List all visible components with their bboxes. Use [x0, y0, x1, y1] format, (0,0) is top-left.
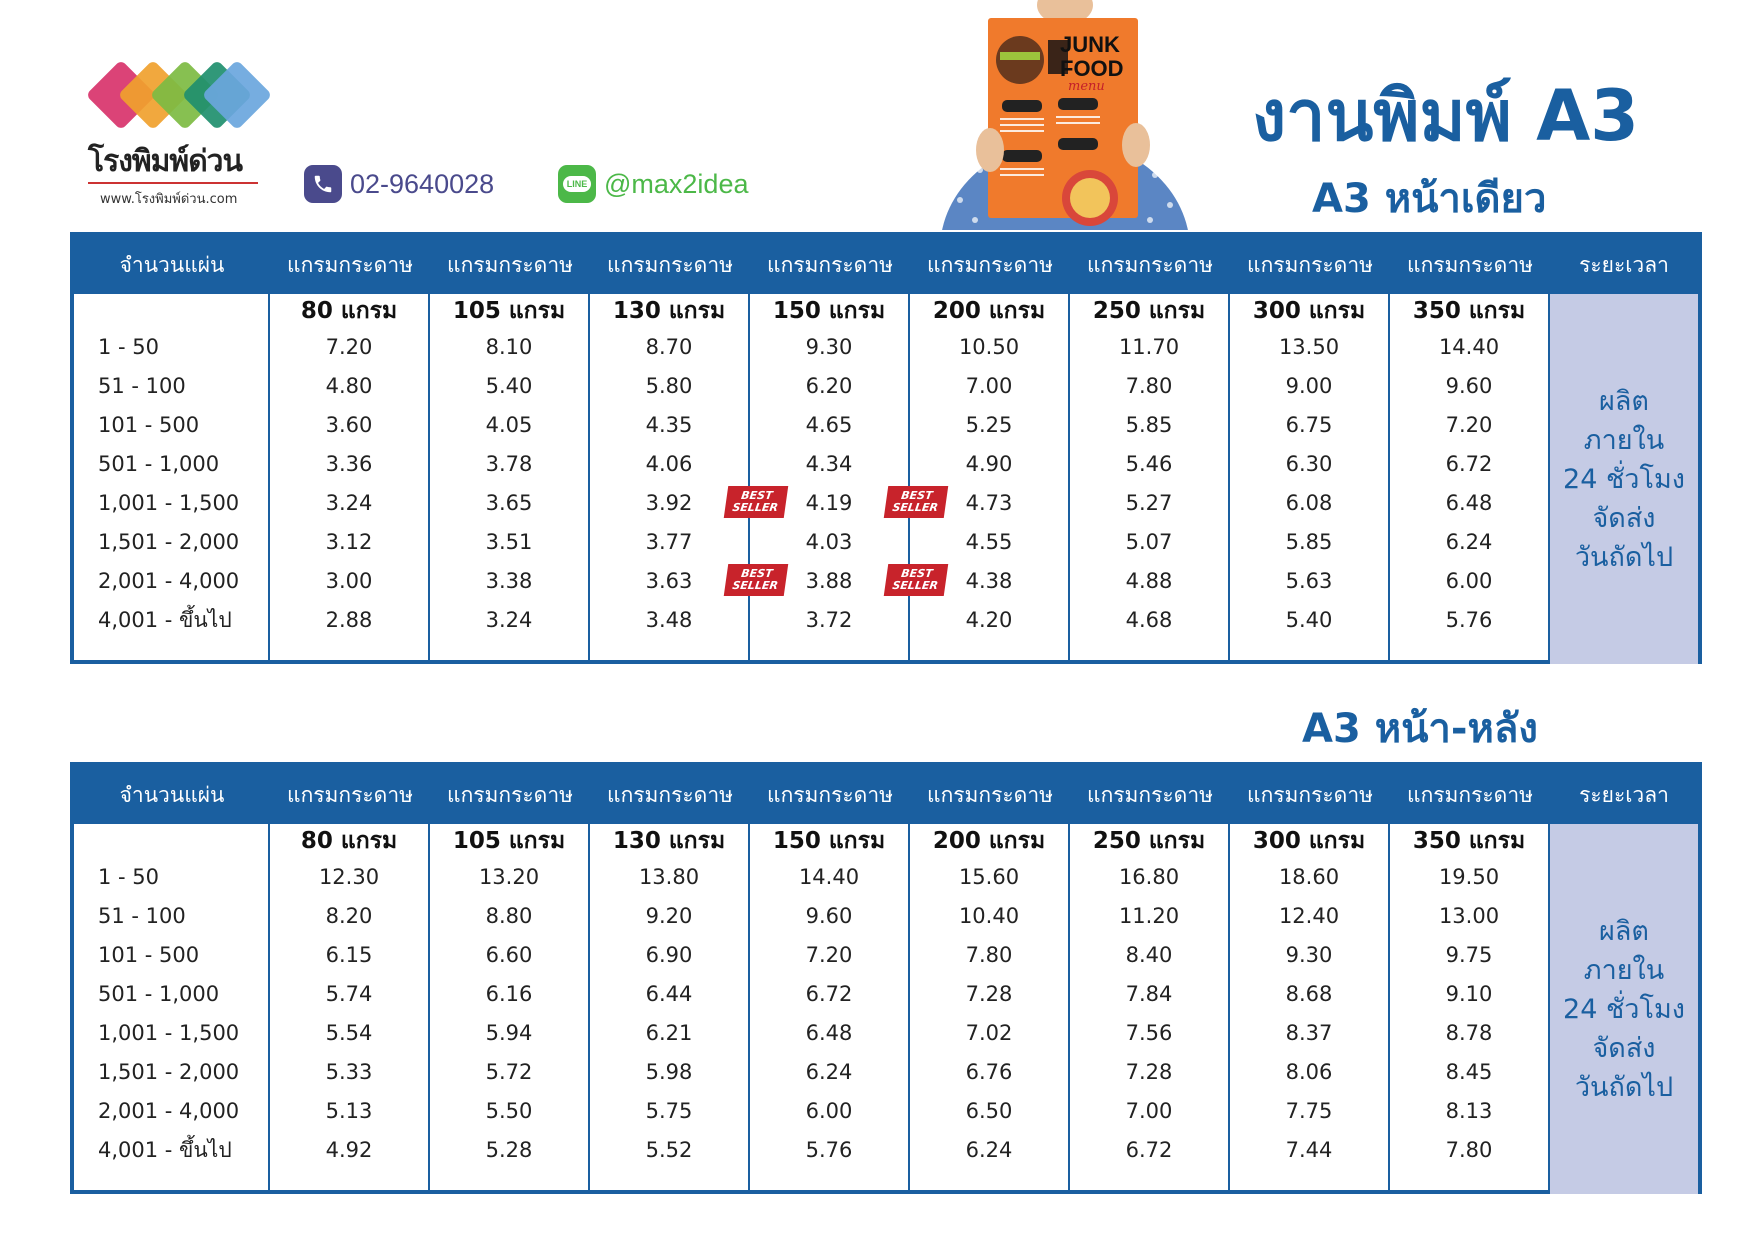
header-paper-weight: แกรมกระดาษ: [607, 782, 733, 807]
best-seller-badge: [884, 564, 948, 596]
price-cell: 5.80: [645, 374, 693, 398]
brand-logo: [86, 60, 266, 207]
price-cell: 6.30: [1285, 452, 1333, 476]
price-cell: 9.10: [1445, 982, 1493, 1006]
header-paper-weight: แกรมกระดาษ: [1247, 252, 1373, 277]
price-cell: 13.50: [1278, 335, 1340, 359]
single-sided-price-table: [70, 232, 1702, 664]
logo-diamonds-icon: [86, 60, 266, 140]
price-cell: 3.38: [485, 569, 533, 593]
price-column: [1390, 824, 1550, 1194]
price-column: [750, 294, 939, 664]
price-cell: 3.92 BEST SELLER: [590, 484, 748, 523]
price-cell: 9.20: [645, 904, 693, 928]
price-cell: 7.84: [1125, 982, 1173, 1006]
price-cell: 3.77: [645, 530, 693, 554]
price-cell: 5.76: [1445, 608, 1493, 632]
header-paper-weight: แกรมกระดาษ: [927, 252, 1053, 277]
price-cell: 6.00: [805, 1099, 853, 1123]
price-cell: 7.20: [805, 943, 853, 967]
price-column: [270, 824, 430, 1194]
price-cell: 5.54: [325, 1021, 373, 1045]
lead-time-line: วันถัดไป: [1574, 1071, 1674, 1103]
best-seller-line1: BEST: [740, 567, 774, 580]
price-cell: 3.51: [485, 530, 533, 554]
gram-weight-label: 350 แกรม: [1412, 298, 1526, 324]
price-cell: 3.65: [485, 491, 533, 515]
price-column: [430, 824, 590, 1194]
table-body: [74, 824, 1698, 1194]
junk-food-menu-photo: [940, 0, 1190, 230]
quantity-range: 51 - 100: [98, 904, 186, 928]
price-cell: 6.00: [1445, 569, 1493, 593]
price-cell: 6.60: [485, 943, 533, 967]
price-cell: 8.37: [1285, 1021, 1333, 1045]
brand-url: www.โรงพิมพ์ด่วน.com: [100, 192, 238, 207]
phone-icon: [304, 165, 342, 203]
best-seller-line2: SELLER: [731, 501, 779, 514]
menu-title-food: FOOD: [1060, 56, 1124, 81]
quantity-range: 1,001 - 1,500: [98, 1021, 240, 1045]
price-cell: 5.85: [1285, 530, 1333, 554]
price-cell: 13.20: [478, 865, 540, 889]
price-cell: 5.13: [325, 1099, 373, 1123]
menu-title-menu: menu: [1068, 79, 1105, 94]
price-cell: 5.74: [325, 982, 373, 1006]
price-cell: 9.60: [805, 904, 853, 928]
price-cell: 8.45: [1445, 1060, 1493, 1084]
price-column: [590, 294, 779, 664]
gram-weight-label: 130 แกรม: [612, 298, 726, 324]
lead-time-note: [1563, 912, 1685, 1107]
price-cell: 6.24: [1445, 530, 1493, 554]
price-cell: 4.05: [485, 413, 533, 437]
price-cell: 8.68: [1285, 982, 1333, 1006]
price-cell: 13.80: [638, 865, 700, 889]
price-cell: 5.52: [645, 1138, 693, 1162]
best-seller-badge: [724, 486, 788, 518]
price-cell: 7.80: [1125, 374, 1173, 398]
price-cell: 4.34: [805, 452, 853, 476]
phone-contact[interactable]: [304, 165, 494, 203]
price-cell: 5.28: [485, 1138, 533, 1162]
quantity-range: 1,001 - 1,500: [98, 491, 240, 515]
price-cell: 9.30: [805, 335, 853, 359]
quantity-range: 501 - 1,000: [98, 452, 220, 476]
price-cell: 13.00: [1438, 904, 1500, 928]
header-paper-weight: แกรมกระดาษ: [447, 252, 573, 277]
lead-time-line: ภายใน: [1583, 424, 1665, 456]
price-cell: 5.50: [485, 1099, 533, 1123]
price-cell: 6.24: [965, 1138, 1013, 1162]
price-cell: 5.85: [1125, 413, 1173, 437]
header-paper-weight: แกรมกระดาษ: [1407, 252, 1533, 277]
price-cell: 5.46: [1125, 452, 1173, 476]
price-cell: 18.60: [1278, 865, 1340, 889]
price-cell: 9.75: [1445, 943, 1493, 967]
price-cell: 4.80: [325, 374, 373, 398]
price-cell: 4.20: [965, 608, 1013, 632]
header-paper-weight: แกรมกระดาษ: [607, 252, 733, 277]
lead-time-line: จัดส่ง: [1592, 1032, 1656, 1064]
best-seller-line2: SELLER: [891, 579, 939, 592]
price-cell: 16.80: [1118, 865, 1180, 889]
price-cell: 8.06: [1285, 1060, 1333, 1084]
price-cell: 5.40: [485, 374, 533, 398]
price-cell: 12.40: [1278, 904, 1340, 928]
price-cell: 6.24: [805, 1060, 853, 1084]
double-sided-title: A3 หน้า-หลัง: [1302, 706, 1538, 752]
price-cell: 5.27: [1125, 491, 1173, 515]
price-cell: 19.50: [1438, 865, 1500, 889]
price-cell: 2.88: [325, 608, 373, 632]
quantity-range: 501 - 1,000: [98, 982, 220, 1006]
table-header-row: [74, 236, 1698, 294]
price-cell: 4.35: [645, 413, 693, 437]
gram-weight-label: 200 แกรม: [932, 828, 1046, 854]
price-cell: 8.10: [485, 335, 533, 359]
gram-weight-label: 250 แกรม: [1092, 298, 1206, 324]
best-seller-line1: BEST: [900, 489, 934, 502]
price-cell: 6.08: [1285, 491, 1333, 515]
best-seller-line2: SELLER: [731, 579, 779, 592]
table-body: [74, 294, 1698, 664]
quantity-column: [74, 824, 270, 1194]
price-cell: 5.94: [485, 1021, 533, 1045]
gram-weight-label: 300 แกรม: [1252, 298, 1366, 324]
price-cell: 4.88: [1125, 569, 1173, 593]
price-cell: 6.72: [1125, 1138, 1173, 1162]
lead-time-line: จัดส่ง: [1592, 502, 1656, 534]
header-lead-time: ระยะเวลา: [1579, 782, 1669, 807]
quantity-range: 1,501 - 2,000: [98, 1060, 240, 1084]
quantity-range: 1,501 - 2,000: [98, 530, 240, 554]
price-column: [1070, 824, 1230, 1194]
price-cell: 6.16: [485, 982, 533, 1006]
quantity-range: 4,001 - ขึ้นไป: [98, 608, 232, 632]
price-column: [750, 824, 910, 1194]
price-cell: 7.20: [325, 335, 373, 359]
price-cell: 9.30: [1285, 943, 1333, 967]
header-paper-weight: แกรมกระดาษ: [767, 782, 893, 807]
gram-weight-label: 80 แกรม: [300, 828, 398, 854]
price-cell: 6.72: [1445, 452, 1493, 476]
price-column: [910, 294, 1070, 664]
price-cell: 8.80: [485, 904, 533, 928]
price-cell: 9.00: [1285, 374, 1333, 398]
price-cell: 8.70: [645, 335, 693, 359]
quantity-range: 2,001 - 4,000: [98, 1099, 240, 1123]
gram-weight-label: 105 แกรม: [452, 828, 566, 854]
quantity-range: 4,001 - ขึ้นไป: [98, 1138, 232, 1162]
price-column: [910, 824, 1070, 1194]
header-paper-weight: แกรมกระดาษ: [287, 782, 413, 807]
price-cell: 6.21: [645, 1021, 693, 1045]
gram-weight-label: 200 แกรม: [932, 298, 1046, 324]
price-cell: 4.06: [645, 452, 693, 476]
price-cell: 11.70: [1118, 335, 1180, 359]
price-cell: 4.55: [965, 530, 1013, 554]
single-sided-title: A3 หน้าเดียว: [1312, 176, 1547, 222]
price-cell: 5.72: [485, 1060, 533, 1084]
price-cell: 11.20: [1118, 904, 1180, 928]
line-icon: [558, 165, 596, 203]
price-cell: 10.50: [958, 335, 1020, 359]
header-paper-weight: แกรมกระดาษ: [1407, 782, 1533, 807]
lead-time-column: [1550, 294, 1698, 664]
price-cell: 9.60: [1445, 374, 1493, 398]
price-column: [430, 294, 590, 664]
price-cell: 6.75: [1285, 413, 1333, 437]
price-cell: 7.75: [1285, 1099, 1333, 1123]
lead-time-line: ผลิต: [1599, 915, 1649, 947]
price-cell: 3.48: [645, 608, 693, 632]
price-cell: 6.90: [645, 943, 693, 967]
price-cell: 7.56: [1125, 1021, 1173, 1045]
price-cell: 5.98: [645, 1060, 693, 1084]
gram-weight-label: 80 แกรม: [300, 298, 398, 324]
price-cell: 6.44: [645, 982, 693, 1006]
header-quantity: จำนวนแผ่น: [119, 252, 225, 277]
quantity-column: [74, 294, 270, 664]
price-cell: 6.48: [1445, 491, 1493, 515]
lead-time-note: [1563, 382, 1685, 577]
price-column: [1230, 294, 1390, 664]
gram-weight-label: 105 แกรม: [452, 298, 566, 324]
price-cell: 6.50: [965, 1099, 1013, 1123]
price-cell: 5.07: [1125, 530, 1173, 554]
price-cell: 4.68: [1125, 608, 1173, 632]
price-cell: 15.60: [958, 865, 1020, 889]
lead-time-line: ผลิต: [1599, 385, 1649, 417]
price-cell: 6.72: [805, 982, 853, 1006]
price-cell: 5.40: [1285, 608, 1333, 632]
double-sided-price-table: [70, 762, 1702, 1194]
quantity-range: 2,001 - 4,000: [98, 569, 240, 593]
line-id: @max2idea: [604, 168, 749, 199]
gram-weight-label: 350 แกรม: [1412, 828, 1526, 854]
price-column: [270, 294, 430, 664]
gram-weight-label: 130 แกรม: [612, 828, 726, 854]
header-quantity: จำนวนแผ่น: [119, 782, 225, 807]
price-cell: 7.80: [965, 943, 1013, 967]
price-cell: 3.60: [325, 413, 373, 437]
price-cell: 5.25: [965, 413, 1013, 437]
price-cell: 4.92: [325, 1138, 373, 1162]
header-paper-weight: แกรมกระดาษ: [1247, 782, 1373, 807]
phone-number: 02-9640028: [350, 168, 495, 199]
price-cell: 4.73: [965, 491, 1013, 515]
quantity-range: 51 - 100: [98, 374, 186, 398]
gram-spacer: [74, 824, 268, 858]
table-header-row: [74, 766, 1698, 824]
gram-weight-label: 150 แกรม: [772, 828, 886, 854]
price-cell: 3.72: [805, 608, 853, 632]
quantity-range: 1 - 50: [98, 865, 160, 889]
header-paper-weight: แกรมกระดาษ: [447, 782, 573, 807]
price-cell: 5.76: [805, 1138, 853, 1162]
line-contact[interactable]: [558, 165, 748, 203]
price-column: [1070, 294, 1230, 664]
brand-name: โรงพิมพ์ด่วน: [88, 144, 243, 179]
price-cell: 5.75: [645, 1099, 693, 1123]
brand-underline: [88, 182, 258, 184]
lead-time-line: 24 ชั่วโมง: [1563, 463, 1685, 495]
price-cell: 6.76: [965, 1060, 1013, 1084]
price-cell: 7.02: [965, 1021, 1013, 1045]
price-cell: 7.00: [1125, 1099, 1173, 1123]
price-cell: 4.65: [805, 413, 853, 437]
header-paper-weight: แกรมกระดาษ: [767, 252, 893, 277]
quantity-range: 101 - 500: [98, 413, 200, 437]
price-cell: 4.38: [965, 569, 1013, 593]
price-cell: 3.63 BEST SELLER: [590, 562, 748, 601]
best-seller-line1: BEST: [740, 489, 774, 502]
price-cell: 10.40: [958, 904, 1020, 928]
price-cell: 8.78: [1445, 1021, 1493, 1045]
price-cell: 6.15: [325, 943, 373, 967]
best-seller-badge: [724, 564, 788, 596]
lead-time-line: ภายใน: [1583, 954, 1665, 986]
price-cell: 8.20: [325, 904, 373, 928]
price-column: [1230, 824, 1390, 1194]
gram-weight-label: 150 แกรม: [772, 298, 886, 324]
price-cell: 7.28: [1125, 1060, 1173, 1084]
price-cell: 3.88 BEST SELLER: [750, 562, 908, 601]
lead-time-column: [1550, 824, 1698, 1194]
price-cell: 7.80: [1445, 1138, 1493, 1162]
quantity-range: 1 - 50: [98, 335, 160, 359]
header-paper-weight: แกรมกระดาษ: [1087, 782, 1213, 807]
quantity-range: 101 - 500: [98, 943, 200, 967]
best-seller-line2: SELLER: [891, 501, 939, 514]
price-cell: 12.30: [318, 865, 380, 889]
price-column: [1390, 294, 1550, 664]
price-cell: 3.00: [325, 569, 373, 593]
header-paper-weight: แกรมกระดาษ: [287, 252, 413, 277]
page-title: งานพิมพ์ A3: [1252, 75, 1640, 157]
price-cell: 4.19 BEST SELLER: [750, 484, 908, 523]
header-paper-weight: แกรมกระดาษ: [927, 782, 1053, 807]
price-cell: 3.24: [485, 608, 533, 632]
best-seller-badge: [884, 486, 948, 518]
lead-time-line: วันถัดไป: [1574, 541, 1674, 573]
price-cell: 3.78: [485, 452, 533, 476]
price-cell: 7.28: [965, 982, 1013, 1006]
price-cell: 3.12: [325, 530, 373, 554]
price-cell: 4.03: [805, 530, 853, 554]
price-cell: 3.36: [325, 452, 373, 476]
price-cell: 8.13: [1445, 1099, 1493, 1123]
price-cell: 5.33: [325, 1060, 373, 1084]
gram-spacer: [74, 294, 268, 328]
price-cell: 3.24: [325, 491, 373, 515]
lead-time-line: 24 ชั่วโมง: [1563, 993, 1685, 1025]
gram-weight-label: 250 แกรม: [1092, 828, 1206, 854]
header-paper-weight: แกรมกระดาษ: [1087, 252, 1213, 277]
price-cell: 14.40: [798, 865, 860, 889]
price-cell: 7.20: [1445, 413, 1493, 437]
price-cell: 8.40: [1125, 943, 1173, 967]
price-cell: 6.20: [805, 374, 853, 398]
line-icon-label: LINE: [563, 176, 592, 192]
price-cell: 5.63: [1285, 569, 1333, 593]
gram-weight-label: 300 แกรม: [1252, 828, 1366, 854]
price-cell: 6.48: [805, 1021, 853, 1045]
price-column: [590, 824, 750, 1194]
best-seller-line1: BEST: [900, 567, 934, 580]
price-cell: 4.90: [965, 452, 1013, 476]
price-cell: 7.00: [965, 374, 1013, 398]
price-cell: 14.40: [1438, 335, 1500, 359]
menu-title-junk: JUNK: [1060, 32, 1120, 57]
price-cell: 7.44: [1285, 1138, 1333, 1162]
header-lead-time: ระยะเวลา: [1579, 252, 1669, 277]
